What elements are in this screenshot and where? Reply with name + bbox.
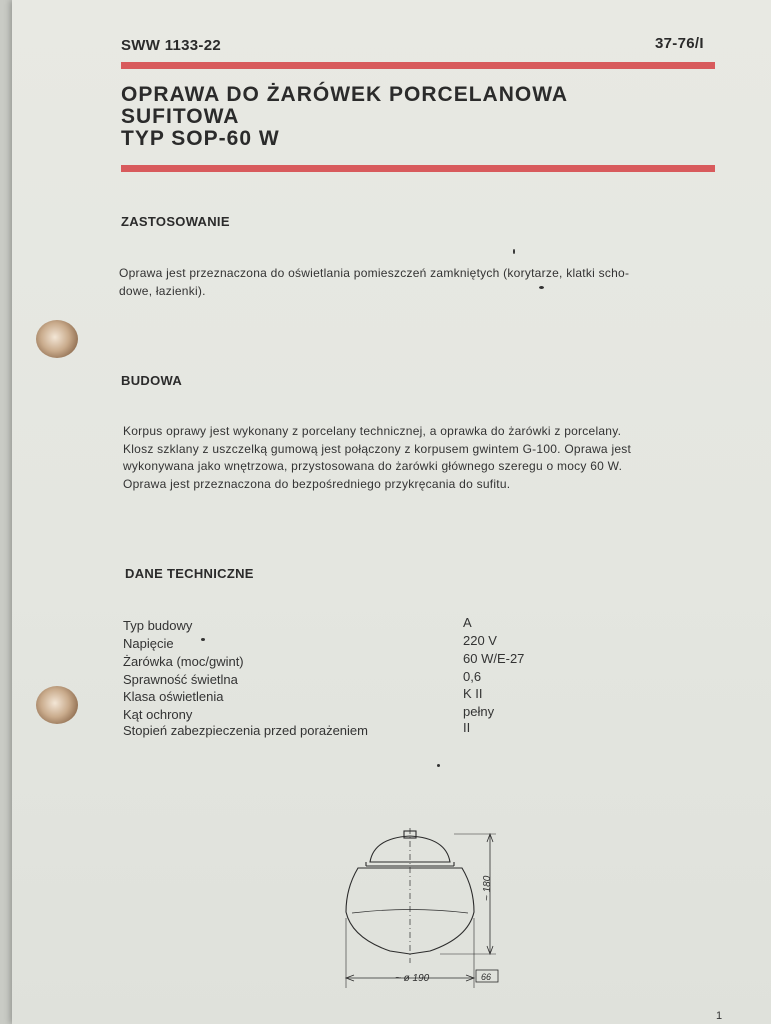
spec-label-lighting-class: Klasa oświetlenia (123, 689, 224, 704)
sheet-number: 37-76/I (655, 35, 704, 52)
spec-value-shock-protection: II (463, 720, 471, 735)
spec-value-shielding-angle: pełny (463, 704, 495, 719)
spec-value-bulb: 60 W/E-27 (463, 651, 525, 666)
paragraph-line: Oprawa jest przeznaczona do bezpośredniego przykręcania do sufitu. (123, 476, 511, 491)
ink-speck (513, 249, 515, 254)
ink-speck (201, 638, 205, 641)
paragraph-line: dowe, łazienki). (119, 283, 206, 298)
spec-label-type: Typ budowy (123, 618, 193, 633)
spec-label-voltage: Napięcie (123, 636, 174, 651)
paragraph-line: wykonywana jako wnętrzowa, przystosowana do żarówki głównego szeregu o mocy 60 W. (123, 459, 623, 473)
base-dimension-label: 66 (481, 972, 492, 982)
paragraph-line: Korpus oprawy jest wykonany z porcelany technicznej, a oprawka do żarówki z porcelany. (123, 424, 622, 438)
page-mark: 1 (716, 1010, 723, 1022)
spec-value-voltage: 220 V (463, 633, 497, 648)
title-line-1: OPRAWA DO ŻARÓWEK PORCELANOWA (121, 83, 569, 106)
section-heading-construction: BUDOWA (121, 373, 183, 388)
title-rule (121, 165, 715, 172)
document-code: SWW 1133-22 (121, 37, 222, 54)
construction-paragraph (123, 423, 723, 493)
spec-label-shielding-angle: Kąt ochrony (123, 707, 193, 722)
height-dimension-label: ~ 180 (482, 875, 493, 901)
paragraph-line: Klosz szklany z uszczelką gumową jest połączony z korpusem gwintem G-100. Oprawa jest (123, 441, 632, 456)
application-paragraph (119, 265, 719, 300)
spec-value-type: A (463, 615, 472, 630)
header-rule (121, 62, 715, 69)
punch-hole-top (36, 320, 78, 358)
page-title (121, 84, 568, 150)
spec-label-efficiency: Sprawność świetlna (123, 672, 238, 687)
diameter-dimension-label: ~ ø 190 (395, 973, 430, 984)
ink-speck (539, 286, 544, 289)
ink-speck (437, 764, 440, 767)
title-line-3: TYP SOP-60 W (121, 127, 280, 150)
paragraph-line: Oprawa jest przeznaczona do oświetlania pomieszczeń zamkniętych (korytarze, klatki scho- (119, 266, 630, 280)
section-heading-application: ZASTOSOWANIE (121, 214, 230, 229)
punch-hole-bottom (36, 686, 78, 724)
spec-label-bulb: Żarówka (moc/gwint) (123, 654, 244, 669)
title-line-2: SUFITOWA (121, 105, 240, 128)
spec-value-lighting-class: K II (463, 686, 483, 701)
section-heading-technical: DANE TECHNICZNE (125, 566, 254, 581)
spec-value-efficiency: 0,6 (463, 669, 482, 684)
spec-label-shock-protection: Stopień zabezpieczenia przed porażeniem (123, 723, 368, 738)
